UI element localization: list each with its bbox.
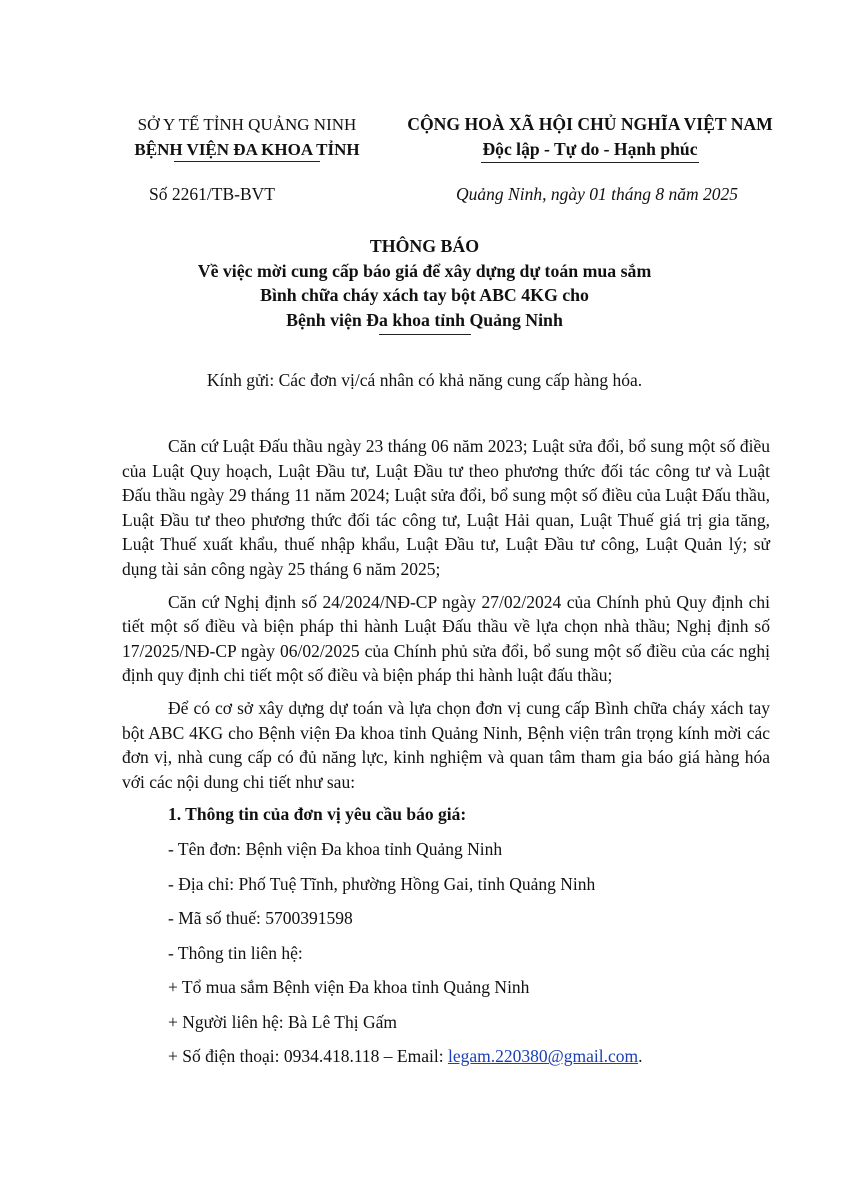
paragraph-invitation: Để có cơ sở xây dựng dự toán và lựa chọn đơn vị cung cấp Bình chữa cháy xách tay bột ABC 4KG cho Bệnh viện Đa khoa tỉnh Quảng Ninh, Bệnh viện trân trọng kính mời các đơn vị, nhà cung cấp có đủ năng lực, kinh nghiệm và quan tâm tham gia báo giá hàng hóa với các nội dung chi tiết như sau:: [122, 697, 770, 792]
email-link[interactable]: legam.220380@gmail.com: [447, 1046, 639, 1067]
issuer-name: BỆNH VIỆN ĐA KHOA TỈNH: [134, 140, 360, 159]
document-subject-line1: Về việc mời cung cấp báo giá để xây dựng dự toán mua sắm: [197, 260, 652, 281]
title-underline: [379, 334, 471, 335]
issuer-header: [92, 112, 402, 162]
paragraph-legal-basis-decree: Căn cứ Nghị định số 24/2024/NĐ-CP ngày 27/02/2024 của Chính phủ Quy định chi tiết một số điều và biện pháp thi hành Luật Đấu thầu về lựa chọn nhà thầu; Nghị định số 17/2025/NĐ-CP ngày 06/02/2025 của Chính phủ sửa đổi, bổ sung một số điều của các nghị định quy định chi tiết một số điều và biện pháp thi hành luật đấu thầu;: [122, 591, 770, 686]
section-1-title: 1. Thông tin của đơn vị yêu cầu báo giá:: [168, 804, 467, 825]
document-subject-line2: Bình chữa cháy xách tay bột ABC 4KG cho: [260, 285, 589, 305]
motto-underline: [481, 162, 699, 163]
contact-person: + Người liên hệ: Bà Lê Thị Gấm: [168, 1011, 398, 1032]
national-title: CỘNG HOÀ XÃ HỘI CHỦ NGHĨA VIỆT NAM: [407, 114, 773, 134]
requester-tax-code: - Mã số thuế: 5700391598: [168, 908, 353, 929]
issuer-parent-agency: SỞ Y TẾ TỈNH QUẢNG NINH: [137, 115, 357, 134]
document-title-block: [0, 234, 849, 335]
document-date: Quảng Ninh, ngày 01 tháng 8 năm 2025: [456, 184, 738, 204]
document-subject-line3: Bệnh viện Đa khoa tỉnh Quảng Ninh: [286, 309, 563, 330]
phone-text: + Số điện thoại: 0934.418.118 – Email:: [168, 1046, 448, 1067]
procurement-team: + Tổ mua sắm Bệnh viện Đa khoa tỉnh Quảng Ninh: [168, 977, 530, 998]
national-motto: Độc lập - Tự do - Hạnh phúc: [482, 139, 698, 159]
recipient-line: Kính gửi: Các đơn vị/cá nhân có khả năng cung cấp hàng hóa.: [206, 370, 643, 390]
document-number: Số 2261/TB-BVT: [149, 184, 275, 204]
contact-info-heading: - Thông tin liên hệ:: [168, 942, 303, 963]
requester-address: - Địa chỉ: Phố Tuệ Tĩnh, phường Hồng Gai, tỉnh Quảng Ninh: [168, 873, 596, 894]
email-suffix: .: [638, 1046, 643, 1067]
contact-phone-email: [122, 1044, 770, 1069]
paragraph-legal-basis-law: Căn cứ Luật Đấu thầu ngày 23 tháng 06 năm 2023; Luật sửa đổi, bổ sung một số điều của Luật Quy hoạch, Luật Đầu tư, Luật Đầu tư theo phương thức đối tác công tư và Luật Đấu thầu ngày 29 tháng 11 năm 2024; Luật sửa đổi, bổ sung một số điều của Luật Đấu thầu, Luật Đầu tư theo phương thức đối tác công tư, Luật Hải quan, Luật Thuế giá trị gia tăng, Luật Thuế xuất khẩu, thuế nhập khẩu, Luật Đầu tư, Luật Đầu tư công, Luật Quản lý; sử dụng tài sản công ngày 25 tháng 6 năm 2025;: [122, 436, 770, 579]
requester-name: - Tên đơn: Bệnh viện Đa khoa tỉnh Quảng Ninh: [168, 838, 503, 859]
document-body: [122, 434, 770, 1079]
document-title: THÔNG BÁO: [369, 236, 480, 256]
national-header: [380, 112, 800, 163]
